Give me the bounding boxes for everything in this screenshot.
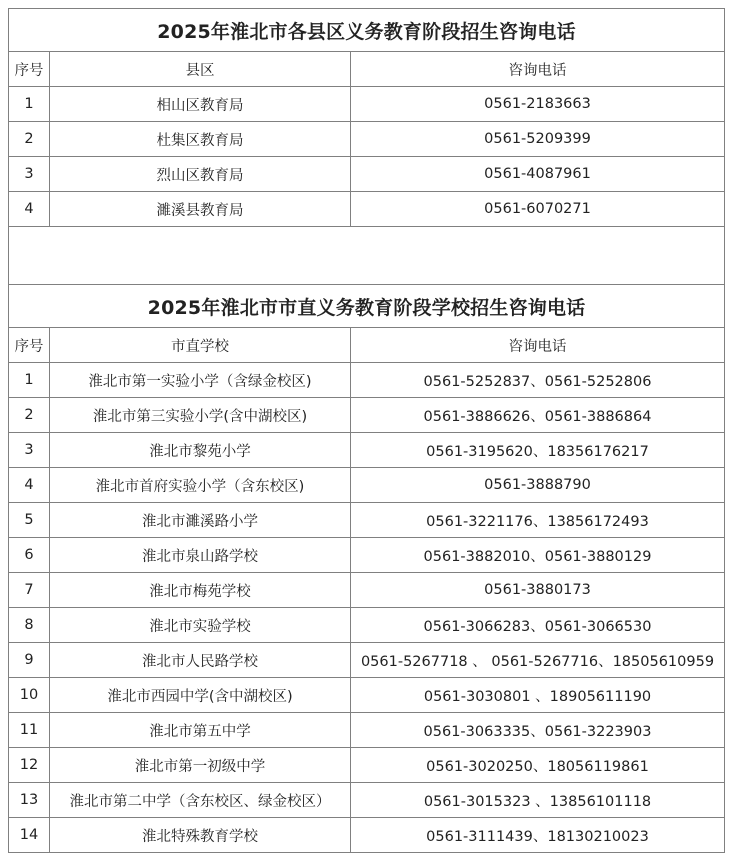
school-name: 淮北特殊教育学校 <box>50 818 351 853</box>
school-table-title: 2025年淮北市市直义务教育阶段学校招生咨询电话 <box>9 285 725 328</box>
school-name: 淮北市首府实验小学（含东校区) <box>50 468 351 503</box>
phone-number: 0561-5267718 、 0561-5267716、18505610959 <box>351 643 725 678</box>
school-name: 淮北市黎苑小学 <box>50 433 351 468</box>
row-index: 11 <box>9 713 50 748</box>
table-row <box>9 363 725 398</box>
phone-number: 0561-3015323 、13856101118 <box>351 783 725 818</box>
row-index: 2 <box>9 122 50 157</box>
phone-number: 0561-4087961 <box>351 157 725 192</box>
row-index: 13 <box>9 783 50 818</box>
row-index: 3 <box>9 157 50 192</box>
phone-number: 0561-2183663 <box>351 87 725 122</box>
county-header: 县区 <box>50 52 351 87</box>
county-table-title: 2025年淮北市各县区义务教育阶段招生咨询电话 <box>9 9 725 52</box>
row-index: 10 <box>9 678 50 713</box>
table-row <box>9 87 725 122</box>
enrollment-phone-table <box>8 8 725 853</box>
phone-number: 0561-3063335、0561-3223903 <box>351 713 725 748</box>
row-index: 4 <box>9 192 50 227</box>
table-row <box>9 573 725 608</box>
table-row <box>9 748 725 783</box>
school-name: 淮北市第五中学 <box>50 713 351 748</box>
table-row <box>9 608 725 643</box>
school-name: 淮北市第二中学（含东校区、绿金校区） <box>50 783 351 818</box>
school-name: 淮北市第三实验小学(含中湖校区) <box>50 398 351 433</box>
section-spacer <box>9 227 725 285</box>
table-row <box>9 157 725 192</box>
row-index: 4 <box>9 468 50 503</box>
row-index: 8 <box>9 608 50 643</box>
phone-number: 0561-5252837、0561-5252806 <box>351 363 725 398</box>
school-name: 淮北市第一实验小学（含绿金校区) <box>50 363 351 398</box>
school-header: 市直学校 <box>50 328 351 363</box>
table-row <box>9 433 725 468</box>
table-row <box>9 503 725 538</box>
school-table-header <box>9 328 725 363</box>
row-index: 9 <box>9 643 50 678</box>
phone-number: 0561-3886626、0561-3886864 <box>351 398 725 433</box>
school-name: 淮北市西园中学(含中湖校区) <box>50 678 351 713</box>
school-name: 淮北市实验学校 <box>50 608 351 643</box>
row-index: 1 <box>9 87 50 122</box>
table-row <box>9 398 725 433</box>
school-name: 淮北市人民路学校 <box>50 643 351 678</box>
county-name: 濉溪县教育局 <box>50 192 351 227</box>
phone-number: 0561-3066283、0561-3066530 <box>351 608 725 643</box>
table-row <box>9 122 725 157</box>
phone-number: 0561-3888790 <box>351 468 725 503</box>
row-index: 1 <box>9 363 50 398</box>
phone-header: 咨询电话 <box>351 328 725 363</box>
phone-number: 0561-3030801 、18905611190 <box>351 678 725 713</box>
row-index: 3 <box>9 433 50 468</box>
phone-number: 0561-3882010、0561-3880129 <box>351 538 725 573</box>
table-row <box>9 713 725 748</box>
row-index: 5 <box>9 503 50 538</box>
phone-number: 0561-3111439、18130210023 <box>351 818 725 853</box>
row-index: 12 <box>9 748 50 783</box>
row-index: 2 <box>9 398 50 433</box>
phone-number: 0561-3221176、13856172493 <box>351 503 725 538</box>
table-row <box>9 783 725 818</box>
school-name: 淮北市第一初级中学 <box>50 748 351 783</box>
phone-number: 0561-3195620、18356176217 <box>351 433 725 468</box>
phone-number: 0561-3880173 <box>351 573 725 608</box>
school-name: 淮北市濉溪路小学 <box>50 503 351 538</box>
county-name: 烈山区教育局 <box>50 157 351 192</box>
table-row <box>9 643 725 678</box>
phone-number: 0561-6070271 <box>351 192 725 227</box>
county-name: 杜集区教育局 <box>50 122 351 157</box>
table-row <box>9 818 725 853</box>
index-header: 序号 <box>9 328 50 363</box>
row-index: 14 <box>9 818 50 853</box>
row-index: 7 <box>9 573 50 608</box>
table-row <box>9 468 725 503</box>
phone-number: 0561-5209399 <box>351 122 725 157</box>
row-index: 6 <box>9 538 50 573</box>
county-table-header <box>9 52 725 87</box>
phone-header: 咨询电话 <box>351 52 725 87</box>
school-name: 淮北市泉山路学校 <box>50 538 351 573</box>
table-row <box>9 678 725 713</box>
county-name: 相山区教育局 <box>50 87 351 122</box>
phone-number: 0561-3020250、18056119861 <box>351 748 725 783</box>
table-row <box>9 538 725 573</box>
index-header: 序号 <box>9 52 50 87</box>
table-row <box>9 192 725 227</box>
school-name: 淮北市梅苑学校 <box>50 573 351 608</box>
